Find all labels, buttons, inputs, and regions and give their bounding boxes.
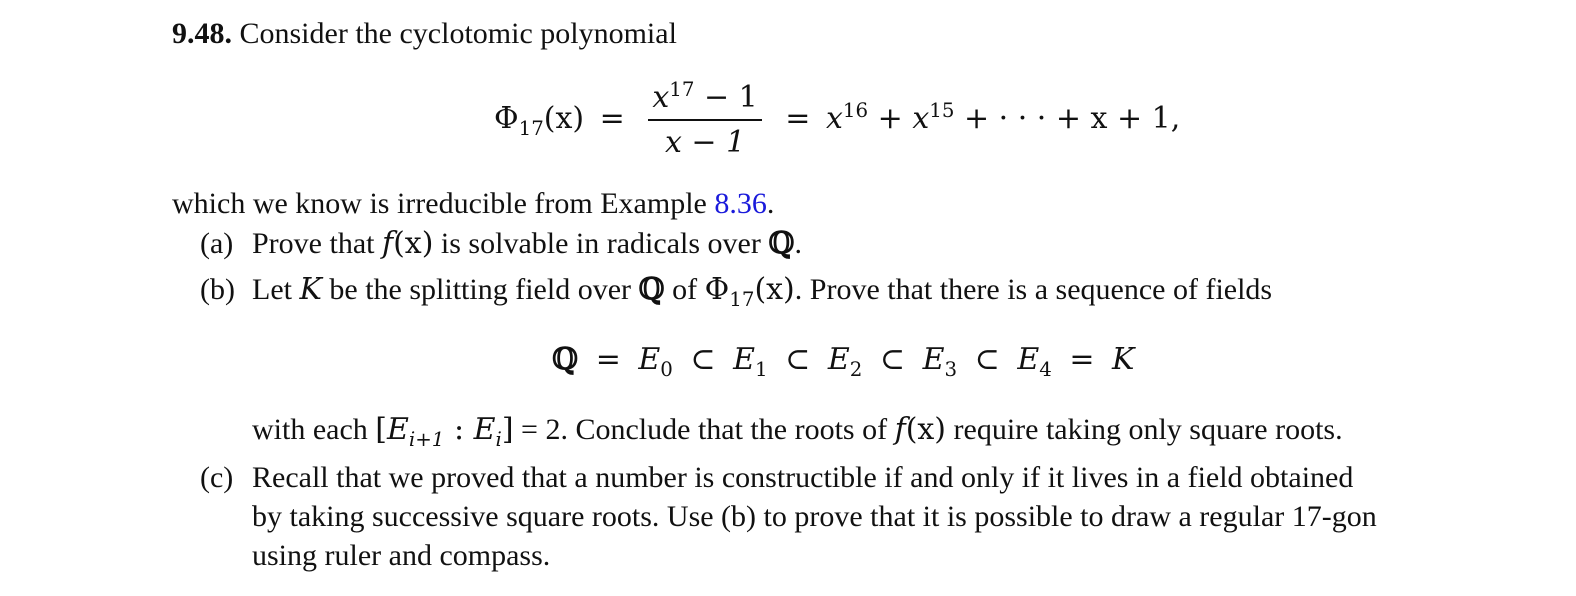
eq-lhs: $\Phi_{17}(x)$ (494, 101, 585, 140)
part-a: (a) Prove that f(x) is solvable in radicals over ℚ. (200, 226, 802, 261)
part-c-line-1: (c) Recall that we proved that a number is constructible if and only if it lives in a field obtained (200, 461, 1354, 494)
part-c-line-3: using ruler and compass. (252, 539, 551, 572)
part-c-label: (c) (200, 461, 234, 494)
part-c-line-2: by taking successive square roots. Use (b) to prove that it is possible to draw a regular 17-gon (252, 500, 1377, 533)
part-b: (b) Let K be the splitting field over ℚ of $\Phi_{17}(x)$. Prove that there is a sequence of fields (200, 272, 1273, 311)
eq-rhs: $x^{16} + x^{15}$ + · · · + x + 1, (825, 99, 1181, 136)
part-b-conclusion: with each [$E_{i+1}$ : $E_i] = 2$. Conclude that the roots of f(x) require taking only square roots. (252, 412, 1343, 451)
rationals-symbol: ℚ (768, 226, 795, 261)
part-a-label: (a) (200, 227, 234, 260)
eq-fraction-denominator: x − 1 (664, 125, 746, 160)
part-b-label: (b) (200, 273, 235, 306)
exercise-header (172, 16, 677, 52)
example-ref-link[interactable]: 8.36 (714, 187, 767, 220)
exercise-number: 9.48. (172, 17, 232, 50)
field-chain: ℚ = $E_0$ ⊂ $E_1$ ⊂ $E_2$ ⊂ $E_3$ ⊂ $E_4 = K$ (552, 342, 1135, 381)
irreducible-sentence: which we know is irreducible from Example 8.36. (172, 187, 775, 220)
eq-fraction (648, 80, 761, 160)
eq-fraction-numerator: $x^{17} - 1$ (648, 80, 761, 121)
eq-equals-2: = (785, 101, 811, 136)
eq-equals-1: = (599, 101, 625, 136)
cyclotomic-equation (494, 80, 1180, 160)
exercise-intro: Consider the cyclotomic polynomial (239, 17, 677, 50)
